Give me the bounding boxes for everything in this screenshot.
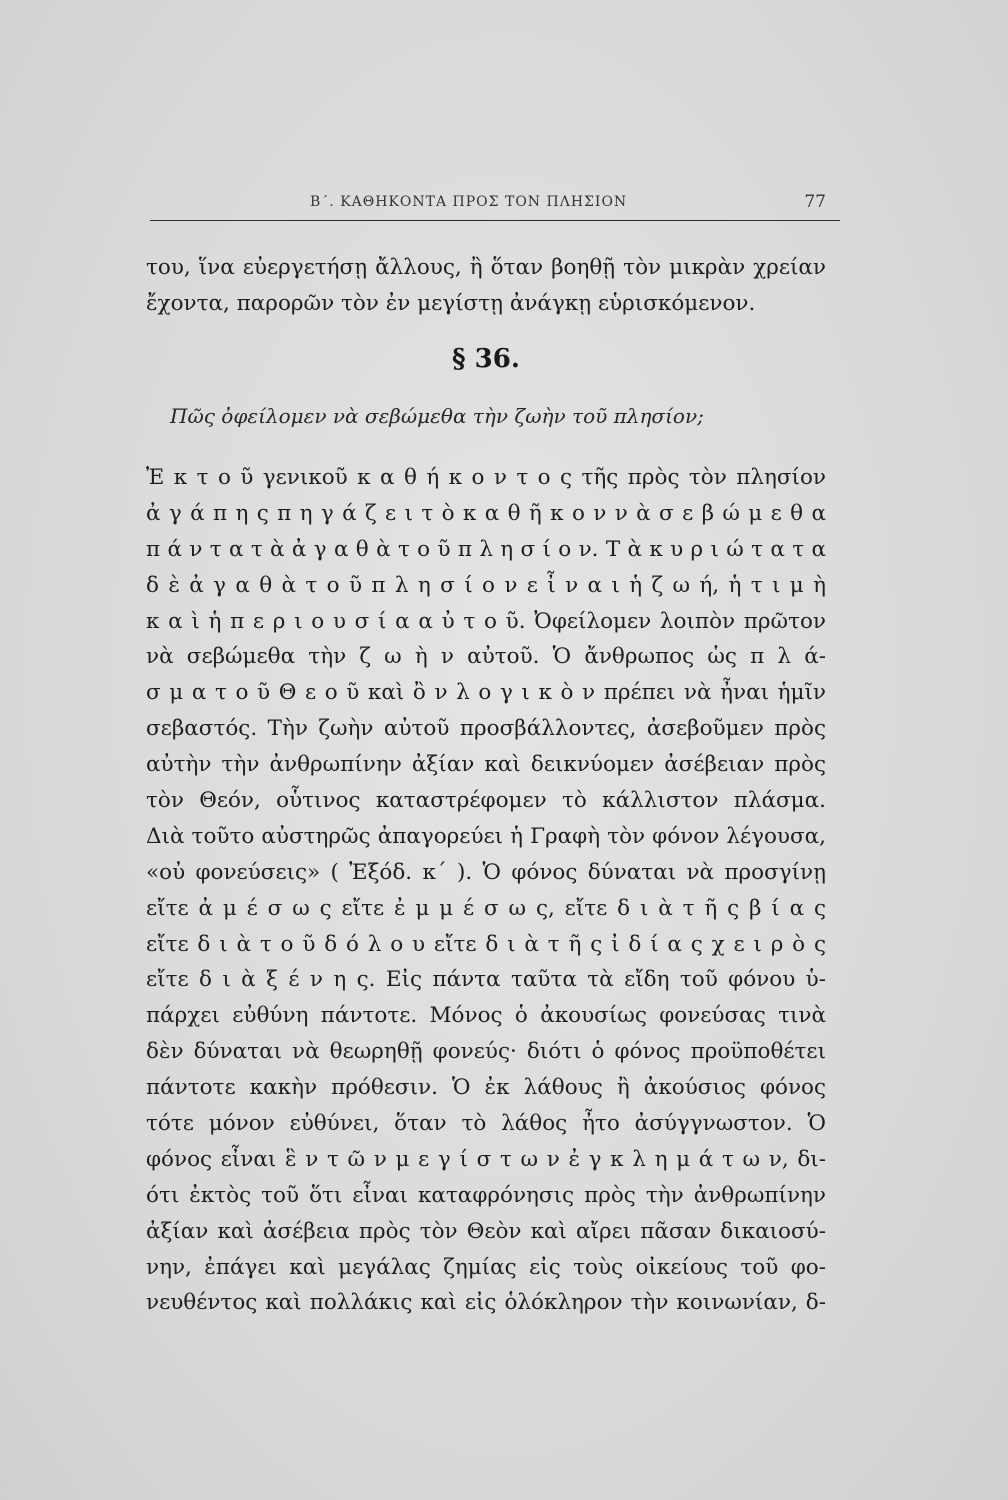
text-line: ότι ἐκτὸς τοῦ ὅτι εἶναι καταφρόνησις πρὸς τὴν ἀνθρωπίνην: [146, 1182, 826, 1208]
section-number: § 36.: [452, 344, 520, 374]
text-line: νευθέντος καὶ πολλάκις καὶ εἰς ὁλόκληρον τὴν κοινωνίαν, δ-: [146, 1290, 826, 1316]
text-line: τὸν Θεόν, οὗτινος καταστρέφομεν τὸ κάλλιστον πλάσμα.: [146, 788, 826, 814]
text-line: πάρχει εὐθύνη πάντοτε. Μόνος ὁ ἀκουσίως φονεύσας τινὰ: [146, 1003, 826, 1029]
body-paragraph: [146, 460, 826, 1321]
text-line: του, ἵνα εὐεργετήσῃ ἄλλους, ἢ ὅταν βοηθῇ τὸν μικρὰν χρείαν: [146, 255, 826, 280]
text-line: κ α ὶ ἡ π ε ρ ι ο υ σ ί α α ὐ τ ο ῦ. Ὀφείλομεν λοιπὸν πρῶτον: [146, 608, 826, 634]
text-line: νὰ σεβώμεθα τὴν ζ ω ὴ ν αὐτοῦ. Ὁ ἄνθρωπος ὡς π λ ά-: [146, 644, 826, 670]
text-line: πάντοτε κακὴν πρόθεσιν. Ὁ ἐκ λάθους ἢ ἀκούσιος φόνος: [146, 1075, 826, 1101]
page-number: 77: [804, 192, 826, 212]
text-line: Διὰ τοῦτο αὐστηρῶς ἀπαγορεύει ἡ Γραφὴ τὸν φόνον λέγουσα,: [146, 823, 826, 849]
text-line: δὲν δύναται νὰ θεωρηθῇ φονεύς· διότι ὁ φόνος προϋποθέτει: [146, 1039, 826, 1065]
section-title: Πῶς ὀφείλομεν νὰ σεβώμεθα τὴν ζωὴν τοῦ πλησίον;: [170, 404, 704, 428]
text-line: σεβαστός. Τὴν ζωὴν αὐτοῦ προσβάλλοντες, ἀσεβοῦμεν πρὸς: [146, 716, 826, 742]
text-line: ἔχοντα, παρορῶν τὸν ἐν μεγίστῃ ἀνάγκῃ εὑρισκόμενον.: [146, 291, 756, 317]
text-line: νην, ἐπάγει καὶ μεγάλας ζημίας εἰς τοὺς οἰκείους τοῦ φο-: [146, 1254, 826, 1280]
intro-paragraph: [146, 250, 826, 323]
text-line: σ μ α τ ο ῦ Θ ε ο ῦ καὶ ὂ ν λ ο γ ι κ ὸ ν πρέπει νὰ ἦναι ἡμῖν: [146, 680, 826, 706]
text-line: ἀ γ ά π η ς π η γ ά ζ ε ι τ ὸ κ α θ ῆ κ ο ν ν ὰ σ ε β ώ μ ε θ α: [146, 500, 826, 526]
text-line: αὐτὴν τὴν ἀνθρωπίνην ἀξίαν καὶ δεικνύομεν ἀσέβειαν πρὸς: [146, 752, 826, 778]
text-line: π ά ν τ α τ ὰ ἀ γ α θ ὰ τ ο ῦ π λ η σ ί ο ν. Τ ὰ κ υ ρ ι ώ τ α τ α: [146, 536, 826, 562]
text-line: εἴτε ἀ μ έ σ ω ς εἴτε ἐ μ μ έ σ ω ς, εἴτε δ ι ὰ τ ῆ ς β ί α ς: [146, 895, 826, 921]
header-rule: [150, 220, 840, 221]
text-line: εἴτε δ ι ὰ ξ έ ν η ς. Εἰς πάντα ταῦτα τὰ εἴδη τοῦ φόνου ὑ-: [146, 967, 826, 993]
text-line: ἀξίαν καὶ ἀσέβεια πρὸς τὸν Θεὸν καὶ αἴρει πᾶσαν δικαιοσύ-: [146, 1218, 826, 1244]
running-head: [150, 186, 840, 214]
running-title: Β΄. ΚΑΘΗΚΟΝΤΑ ΠΡΟΣ ΤΟΝ ΠΛΗΣΙΟΝ: [310, 194, 628, 210]
text-line: φόνος εἶναι ἓ ν τ ῶ ν μ ε γ ί σ τ ω ν ἐ γ κ λ η μ ά τ ω ν, δι-: [146, 1146, 826, 1172]
text-line: Ἐ κ τ ο ῦ γενικοῦ κ α θ ή κ ο ν τ ο ς τῆς πρὸς τὸν πλησίον: [146, 465, 826, 490]
text-line: τότε μόνον εὐθύνει, ὅταν τὸ λάθος ἦτο ἀσύγγνωστον. Ὁ: [146, 1111, 826, 1137]
text-line: «οὐ φονεύσεις» ( Ἐξόδ. κ΄ ). Ὁ φόνος δύναται νὰ προσγίνῃ: [146, 859, 826, 885]
text-line: εἴτε δ ι ὰ τ ο ῦ δ ό λ ο υ εἴτε δ ι ὰ τ ῆ ς ἰ δ ί α ς χ ε ι ρ ὸ ς: [146, 931, 826, 957]
text-line: δ ὲ ἀ γ α θ ὰ τ ο ῦ π λ η σ ί ο ν ε ἶ ν α ι ἡ ζ ω ή, ἡ τ ι μ ὴ: [146, 572, 826, 598]
